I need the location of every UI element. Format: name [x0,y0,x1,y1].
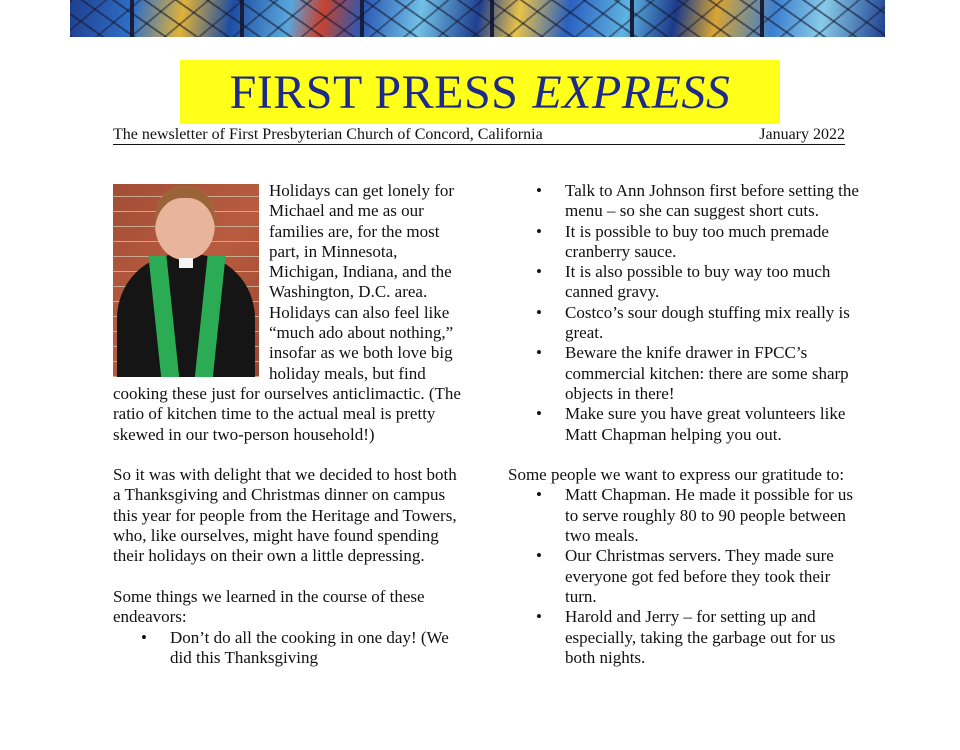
newsletter-description: The newsletter of First Presbyterian Church of Concord, California [113,126,543,143]
article-column-right [508,181,860,668]
list-item: • It is possible to buy too much premade cranberry sauce. [508,222,860,263]
stained-glass-banner [70,0,885,37]
list-item: • Our Christmas servers. They made sure everyone got fed before they took their turn. [508,546,860,607]
list-item: • Harold and Jerry – for setting up and especially, taking the garbage out for us both nights. [508,607,860,668]
list-item: • Beware the knife drawer in FPCC’s commercial kitchen: there are some sharp objects in there! [508,343,860,404]
list-item: • It is also possible to buy way too much canned gravy. [508,262,860,303]
list-item: • Costco’s sour dough stuffing mix really is great. [508,303,860,344]
list-item: • Don’t do all the cooking in one day! (We did this Thanksgiving [113,628,468,669]
pastor-photo [113,184,259,377]
article-paragraph: So it was with delight that we decided to host both a Thanksgiving and Christmas dinner on campus this year for people from the Heritage and Towers, who, like ourselves, might have found spending their holidays on their own a little depressing. [113,465,457,566]
gratitude-list [508,485,860,668]
lessons-list-continued [508,181,860,445]
list-item: • Matt Chapman. He made it possible for us to serve roughly 80 to 90 people between two meals. [508,485,860,546]
masthead-title-italic: EXPRESS [532,65,731,119]
newsletter-masthead [180,60,780,124]
newsletter-subline [113,126,845,145]
article-column-left [113,181,468,668]
issue-date: January 2022 [759,126,845,143]
lessons-list [113,628,468,669]
masthead-title: FIRST PRESS [229,65,519,119]
article-paragraph: Holidays can get lonely for Michael and me as our families are, for the most part, in Minnesota, Michigan, Indiana, and the Washington, D.C. area. Holidays can also feel like “much ado about nothing,” insofar as we both love big holiday meals, but find cooking these just for ourselves anticlimactic. (The ratio of kitchen time to the actual meal is pretty skewed in our two-person household!) [113,181,461,444]
article-paragraph: Some things we learned in the course of these endeavors: [113,586,425,627]
list-item: • Make sure you have great volunteers like Matt Chapman helping you out. [508,404,860,445]
article-paragraph: Some people we want to express our gratitude to: [508,465,845,485]
list-item: • Talk to Ann Johnson first before setting the menu – so she can suggest short cuts. [508,181,860,222]
